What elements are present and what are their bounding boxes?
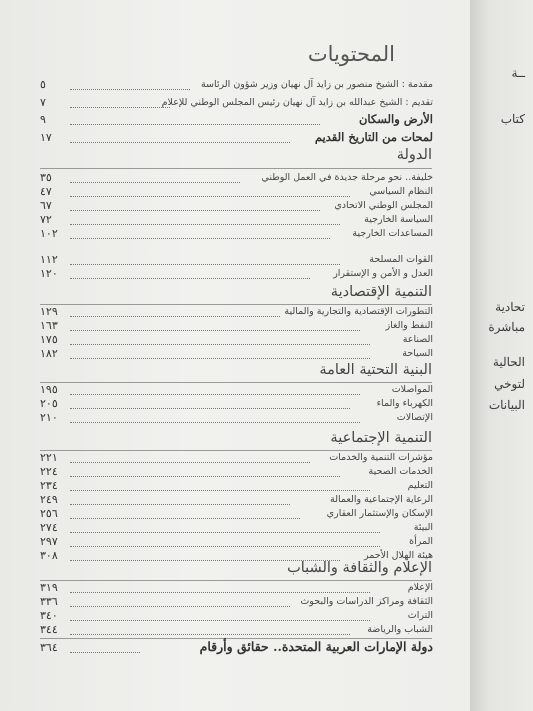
entry-page: ٢٤٩ [40, 493, 58, 506]
section-title-infrastructure: البنية التحتية العامة [319, 362, 432, 378]
dot-leader [70, 652, 140, 653]
entry-label: التطورات الإقتصادية والتجارية والمالية [284, 306, 433, 317]
dot-leader [70, 358, 370, 359]
facing-page-text: كتاب [500, 112, 525, 126]
entry-label: الصناعة [402, 334, 433, 345]
entry-page: ٢٣٤ [40, 479, 58, 492]
toc-entry [40, 382, 433, 396]
entry-page: ١٢٩ [40, 305, 58, 318]
toc-entry [40, 252, 433, 266]
dot-leader [70, 238, 330, 239]
toc-entry [40, 332, 433, 346]
dot-leader [70, 224, 340, 225]
entry-label: مؤشرات التنمية والخدمات [329, 452, 433, 463]
entry-label: الإعلام [407, 582, 433, 593]
dot-leader [70, 330, 360, 331]
entry-label: القوات المسلحة [369, 254, 433, 265]
entry-label: الخدمات الصحية [368, 466, 433, 477]
toc-entry [40, 464, 433, 478]
entry-label: البيئة [413, 522, 433, 533]
facing-page-text: تحادية [495, 300, 525, 314]
dot-leader [70, 316, 280, 317]
entry-label: التعليم [407, 480, 433, 491]
section-title-media: الإعلام والثقافة والشباب [287, 560, 432, 576]
dot-leader [70, 278, 310, 279]
entry-label: هيئة الهلال الأحمر [363, 550, 433, 561]
dot-leader [70, 546, 380, 547]
entry-page: ٤٧ [40, 185, 52, 198]
entry-label: الكهرباء والماء [376, 398, 433, 409]
toc-entry-history [40, 130, 433, 144]
toc-entry [40, 198, 433, 212]
section-title-social: التنمية الإجتماعية [330, 430, 432, 446]
entry-page: ٢٧٤ [40, 521, 58, 534]
entry-page: ١٢٠ [40, 267, 58, 280]
entry-page: ١٨٢ [40, 347, 58, 360]
entry-page: ١١٢ [40, 253, 58, 266]
dot-leader [70, 89, 190, 90]
dot-leader [70, 422, 360, 423]
toc-entry [40, 212, 433, 226]
dot-leader [70, 620, 370, 621]
entry-page: ٩ [40, 113, 46, 126]
entry-page: ١٦٣ [40, 319, 58, 332]
entry-page: ٧ [40, 96, 46, 109]
entry-label: السياسة الخارجية [364, 214, 433, 225]
entry-label: الأرض والسكان [358, 112, 433, 126]
entry-page: ٢٩٧ [40, 535, 58, 548]
dot-leader [70, 210, 320, 211]
entry-page: ٣٤٤ [40, 623, 58, 636]
toc-entry [40, 396, 433, 410]
entry-label: الإسكان والإستثمار العقاري [326, 508, 433, 519]
dot-leader [70, 592, 370, 593]
entry-label: التراث [407, 610, 433, 621]
entry-page: ١٧٥ [40, 333, 58, 346]
section-title-economy: التنمية الإقتصادية [330, 284, 432, 300]
dot-leader [70, 264, 340, 265]
toc-entry-land [40, 112, 433, 126]
entry-page: ٦٧ [40, 199, 52, 212]
facing-page [470, 0, 533, 711]
entry-label: الشباب والرياضة [367, 624, 433, 635]
dot-leader [70, 124, 320, 125]
toc-entry [40, 534, 433, 548]
dot-leader [70, 408, 350, 409]
entry-page: ٢٢٤ [40, 465, 58, 478]
entry-label: المواصلات [391, 384, 433, 395]
entry-label: مقدمة : الشيخ منصور بن زايد آل نهيان وزير شؤون الرئاسة [200, 79, 433, 90]
dot-leader [70, 142, 290, 143]
entry-label: المجلس الوطني الاتحادي [334, 200, 433, 211]
facing-page-text: الحالية [492, 355, 525, 369]
entry-page: ٢١٠ [40, 411, 58, 424]
toc-entry [40, 492, 433, 506]
facing-page-text: مباشرة [488, 320, 525, 334]
entry-label: النفط والغاز [385, 320, 433, 331]
toc-entry [40, 594, 433, 608]
entry-page: ٢٢١ [40, 451, 58, 464]
toc-entry [40, 520, 433, 534]
toc-title: المحتويات [307, 42, 395, 66]
dot-leader [70, 462, 310, 463]
dot-leader [70, 634, 350, 635]
entry-page: ٧٢ [40, 213, 52, 226]
toc-entry [40, 266, 433, 280]
entry-label: الثقافة ومراكز الدراسات والبحوث [300, 596, 433, 607]
facing-page-text: ــة [511, 66, 525, 80]
dot-leader [70, 182, 240, 183]
entry-page: ٣٣٦ [40, 595, 58, 608]
facing-page-text: البيانات [488, 398, 525, 412]
entry-label: لمحات من التاريخ القديم [314, 130, 433, 144]
toc-entry [40, 450, 433, 464]
entry-page: ٣٠٨ [40, 549, 58, 562]
toc-entry-intro [40, 77, 433, 91]
entry-label: المساعدات الخارجية [352, 228, 433, 239]
entry-label: دولة الإمارات العربية المتحدة.. حقائق وأرقام [199, 639, 433, 654]
section-title-state: الدولة [396, 147, 432, 163]
toc-entry [40, 580, 433, 594]
dot-leader [70, 518, 300, 519]
toc-entry [40, 318, 433, 332]
toc-entry-preface [40, 95, 433, 109]
toc-entry [40, 478, 433, 492]
entry-page: ١٠٢ [40, 227, 58, 240]
entry-page: ٥ [40, 78, 46, 91]
section-rule [40, 168, 432, 169]
dot-leader [70, 107, 170, 108]
entry-label: المرأة [409, 536, 433, 547]
toc-entry [40, 304, 433, 318]
dot-leader [70, 476, 340, 477]
toc-entry [40, 506, 433, 520]
dot-leader [70, 504, 290, 505]
entry-page: ٣٥ [40, 171, 52, 184]
entry-label: الإتصالات [396, 412, 433, 423]
dot-leader [70, 394, 360, 395]
toc-entry [40, 622, 433, 636]
facing-page-text: لتوخي [494, 377, 525, 391]
dot-leader [70, 532, 380, 533]
entry-label: العدل و الأمن و الإستقرار [333, 268, 433, 279]
entry-label: السياحة [402, 348, 433, 359]
toc-entry [40, 410, 433, 424]
dot-leader [70, 196, 350, 197]
entry-page: ٢٥٦ [40, 507, 58, 520]
entry-page: ٢٠٥ [40, 397, 58, 410]
entry-page: ٣٦٤ [40, 641, 58, 654]
toc-entry [40, 346, 433, 360]
entry-page: ٣٤٠ [40, 609, 58, 622]
dot-leader [70, 490, 370, 491]
entry-label: تقديم : الشيخ عبدالله بن زايد آل نهيان رئيس المجلس الوطني للإعلام [161, 97, 433, 108]
dot-leader [70, 606, 290, 607]
entry-label: النظام السياسي [369, 186, 433, 197]
entry-page: ١٩٥ [40, 383, 58, 396]
toc-entry [40, 184, 433, 198]
toc-entry-facts [40, 638, 433, 654]
entry-page: ١٧ [40, 131, 52, 144]
dot-leader [70, 344, 370, 345]
entry-page: ٣١٩ [40, 581, 58, 594]
entry-label: خليفة.. نحو مرحلة جديدة في العمل الوطني [261, 172, 433, 183]
toc-entry [40, 170, 433, 184]
toc-entry [40, 608, 433, 622]
entry-label: الرعاية الإجتماعية والعمالة [329, 494, 433, 505]
toc-entry [40, 226, 433, 240]
